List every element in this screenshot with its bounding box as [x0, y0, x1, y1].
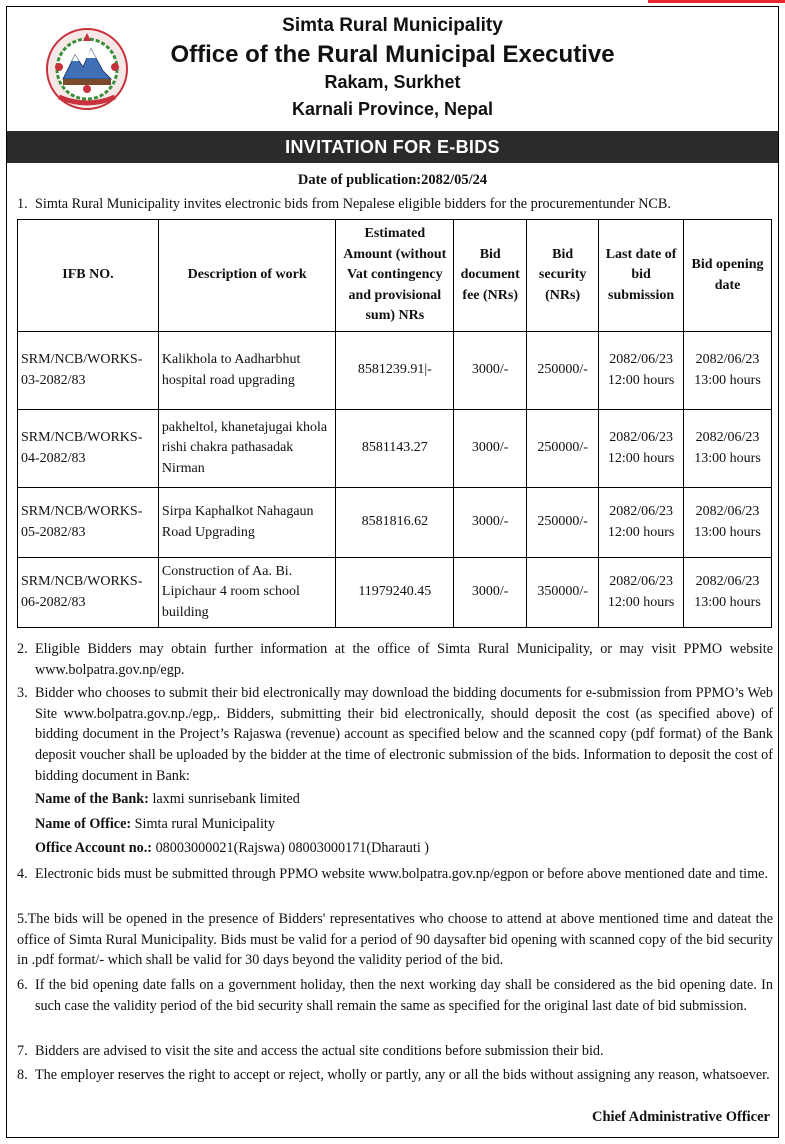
table-row [18, 488, 772, 558]
description-cell: Construction of Aa. Bi. Lipichaur 4 room school building [158, 558, 336, 628]
account-number-label: Office Account no.: [35, 840, 153, 856]
clause-text: Bidder who chooses to submit their bid electronically may download the bidding documents for e-submission from PPMO’s Web Site www.bolpatra.gov.np./egp,. Bidders, submitting their bid electronically, should deposit the cost (as specified above) of bidding document in the Project’s Rajaswa (revenue) account as specified below and the scanned copy (pdf format) of the Bank deposit voucher shall be uploaded by the bidder at the time of electronic submission of the bids. Information to deposit the cost of bidding document in Bank: [35, 685, 773, 784]
amount-cell: 8581816.62 [336, 488, 454, 558]
account-number-line [35, 840, 429, 857]
last-date-cell: 2082/06/23 12:00 hours [599, 558, 684, 628]
security-cell: 250000/- [527, 488, 599, 558]
amount-cell: 8581143.27 [336, 410, 454, 488]
fee-cell: 3000/- [454, 410, 527, 488]
clause-number: 6. [17, 977, 28, 993]
col-document-fee: Bid document fee (NRs) [454, 220, 527, 332]
publication-date: Date of publication:2082/05/24 [297, 172, 488, 188]
last-date-cell: 2082/06/23 12:00 hours [599, 488, 684, 558]
last-date-cell: 2082/06/23 12:00 hours [599, 410, 684, 488]
table-header-row [18, 220, 772, 332]
signature-title: Chief Administrative Officer [592, 1109, 770, 1125]
col-estimated-amount: Estimated Amount (without Vat contingency and provisional sum) NRs [336, 220, 454, 332]
table-row [18, 558, 772, 628]
clause-number: 2. [17, 641, 28, 657]
bids-table [17, 219, 772, 628]
letterhead [7, 7, 778, 135]
notice-banner: INVITATION FOR E-BIDS [7, 131, 778, 163]
municipality-name: Simta Rural Municipality [282, 15, 503, 36]
clause-number: 4. [17, 866, 28, 882]
clause-text: Bidders are advised to visit the site and access the actual site conditions before submission their bid. [35, 1043, 604, 1059]
clause-text: Simta Rural Municipality invites electronic bids from Nepalese eligible bidders for the procurementunder NCB. [35, 196, 671, 212]
col-ifb-no: IFB NO. [18, 220, 159, 332]
col-last-date: Last date of bid submission [599, 220, 684, 332]
ifb-cell: SRM/NCB/WORKS-03-2082/83 [18, 332, 159, 410]
description-cell: Kalikhola to Aadharbhut hospital road upgrading [158, 332, 336, 410]
security-cell: 250000/- [527, 410, 599, 488]
clause-7 [17, 1041, 773, 1062]
description-cell: pakheltol, khanetajugai khola rishi chakra pathasadak Nirman [158, 410, 336, 488]
clause-4 [17, 864, 773, 885]
clause-number: 8. [17, 1067, 28, 1083]
amount-cell: 11979240.45 [336, 558, 454, 628]
clause-text: Electronic bids must be submitted through PPMO website www.bolpatra.gov.np/egpon or before above mentioned date and time. [35, 866, 768, 882]
col-description: Description of work [158, 220, 336, 332]
office-name-label: Name of Office: [35, 816, 132, 832]
office-name-value: Simta rural Municipality [134, 816, 275, 832]
clause-1 [17, 194, 773, 215]
description-cell: Sirpa Kaphalkot Nahagaun Road Upgrading [158, 488, 336, 558]
bank-name-value: laxmi sunrisebank limited [152, 791, 300, 807]
col-bid-security: Bid security (NRs) [527, 220, 599, 332]
bank-name-line [35, 791, 300, 808]
fee-cell: 3000/- [454, 488, 527, 558]
clause-3 [17, 683, 773, 787]
table-row [18, 332, 772, 410]
ifb-cell: SRM/NCB/WORKS-04-2082/83 [18, 410, 159, 488]
notice-page [6, 6, 779, 1138]
opening-date-cell: 2082/06/23 13:00 hours [684, 410, 772, 488]
clause-number: 1. [17, 196, 28, 212]
security-cell: 250000/- [527, 332, 599, 410]
address-line: Rakam, Surkhet [324, 72, 461, 92]
clause-5 [17, 909, 773, 971]
clause-text: The employer reserves the right to accept or reject, wholly or partly, any or all the bids without assigning any reason, whatsoever. [35, 1067, 770, 1083]
clause-2 [17, 639, 773, 680]
last-date-cell: 2082/06/23 12:00 hours [599, 332, 684, 410]
office-title: Office of the Rural Municipal Executive [170, 41, 615, 68]
bank-name-label: Name of the Bank: [35, 791, 149, 807]
account-number-value: 08003000021(Rajswa) 08003000171(Dharauti ) [155, 840, 430, 856]
security-cell: 350000/- [527, 558, 599, 628]
clause-text: If the bid opening date falls on a government holiday, then the next working day shall be considered as the bid opening date. In such case the validity period of the bid security shall remain the same as specified for the original last date of bid submission. [35, 977, 773, 1014]
clause-number: 3. [17, 685, 28, 701]
col-opening-date: Bid opening date [684, 220, 772, 332]
ifb-cell: SRM/NCB/WORKS-06-2082/83 [18, 558, 159, 628]
opening-date-cell: 2082/06/23 13:00 hours [684, 332, 772, 410]
clause-number: 7. [17, 1043, 28, 1059]
amount-cell: 8581239.91|- [336, 332, 454, 410]
opening-date-cell: 2082/06/23 13:00 hours [684, 558, 772, 628]
opening-date-cell: 2082/06/23 13:00 hours [684, 488, 772, 558]
clause-8 [17, 1065, 773, 1086]
fee-cell: 3000/- [454, 332, 527, 410]
office-name-line [35, 816, 275, 833]
fee-cell: 3000/- [454, 558, 527, 628]
province-line: Karnali Province, Nepal [291, 99, 494, 119]
clause-text: 5.The bids will be opened in the presence of Bidders' representatives who choose to attend at above mentioned time and dateat the office of Simta Rural Municipality. Bids must be valid for a period of 90 daysafter bid opening with scanned copy of the bid security in .pdf format/- which shall be valid for 30 days beyond the validity period of the bid. [17, 911, 773, 969]
ifb-cell: SRM/NCB/WORKS-05-2082/83 [18, 488, 159, 558]
top-accent-bar [648, 0, 785, 3]
clause-text: Eligible Bidders may obtain further information at the office of Simta Rural Municipality, or may visit PPMO website www.bolpatra.gov.np/egp. [35, 641, 773, 678]
clause-6 [17, 975, 773, 1016]
table-row [18, 410, 772, 488]
